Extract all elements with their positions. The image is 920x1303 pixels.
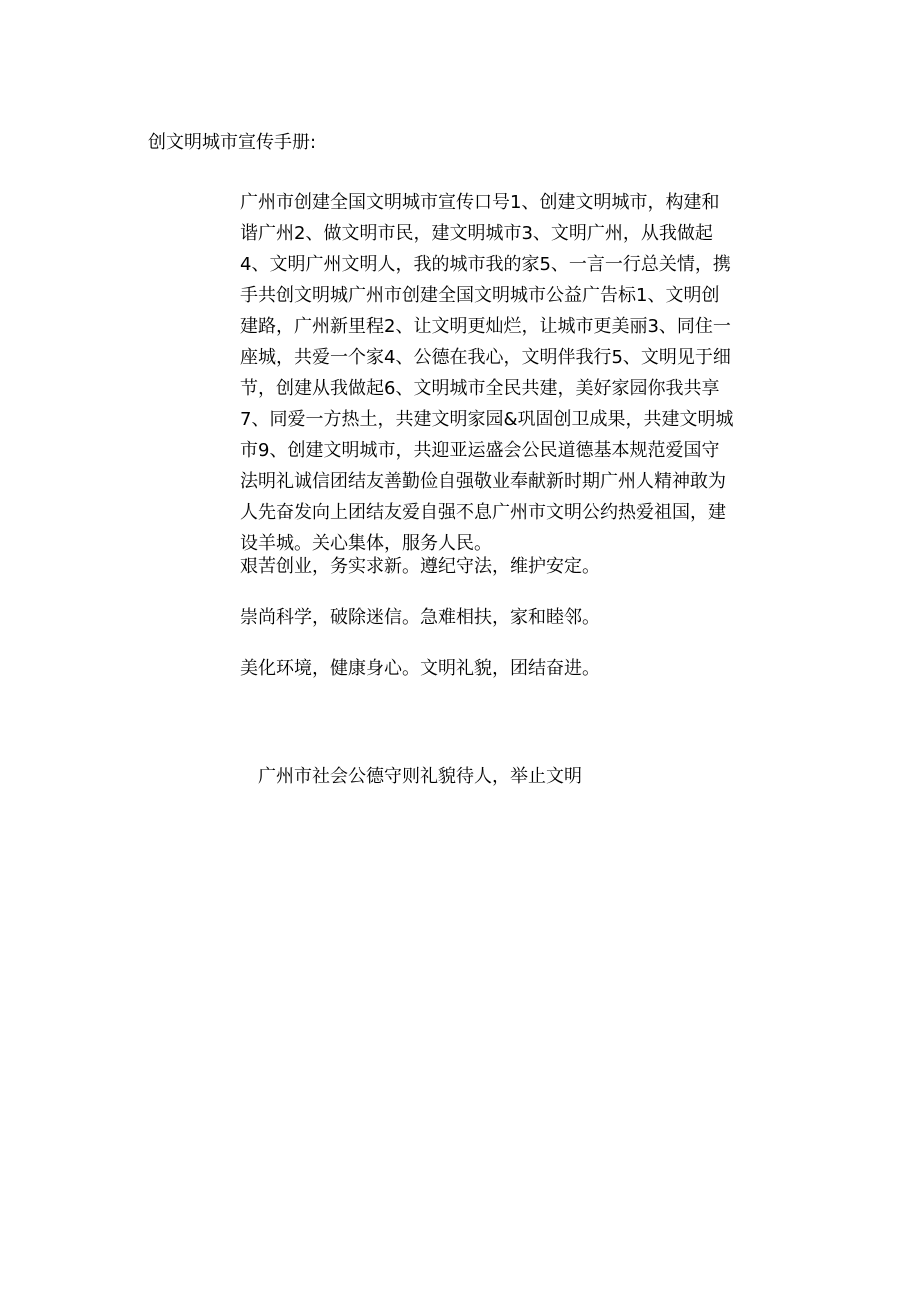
civic-motto-line: 艰苦创业，务实求新。遵纪守法，维护安定。 <box>240 556 600 577</box>
slogan-paragraph: 广州市创建全国文明城市宣传口号1、创建文明城市，构建和谐广州2、做文明市民，建文明城市3、文明广州，从我做起4、文明广州文明人，我的城市我的家5、一言一行总关情，携手共创文明城广州市创建全国文明城市公益广告标1、文明创建路，广州新里程2、让文明更灿烂，让城市更美丽3、同住一座城，共爱一个家4、公德在我心，文明伴我行5、文明见于细节，创建从我做起6、文明城市全民共建，美好家园你我共享7、同爱一方热土，共建文明家园&巩固创卫成果，共建文明城市9、创建文明城市，共迎亚运盛会公民道德基本规范爱国守法明礼诚信团结友善勤俭自强敬业奉献新时期广州人精神敢为人先奋发向上团结友爱自强不息广州市文明公约热爱祖国，建设羊城。关心集体，服务人民。 <box>240 192 734 554</box>
civic-motto-line: 崇尚科学，破除迷信。急难相扶，家和睦邻。 <box>240 607 600 628</box>
document-title: 创文明城市宣传手册: <box>148 132 317 153</box>
social-ethics-heading: 广州市社会公德守则礼貌待人，举止文明 <box>258 766 582 787</box>
civic-motto-line: 美化环境，健康身心。文明礼貌，团结奋进。 <box>240 658 600 679</box>
